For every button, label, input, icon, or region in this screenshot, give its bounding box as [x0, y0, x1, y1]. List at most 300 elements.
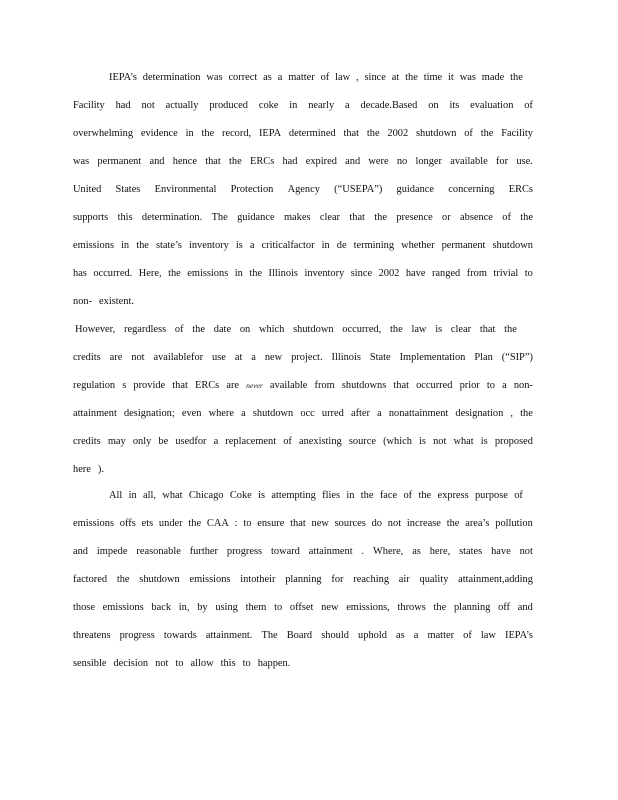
word: produced [209, 100, 248, 111]
word: matter [427, 630, 455, 641]
word: permanent [441, 240, 486, 251]
word: the [188, 518, 202, 529]
word: occurred [416, 380, 453, 391]
word: its [449, 100, 460, 111]
word: the [418, 490, 432, 501]
word: and [73, 546, 89, 557]
word: the [504, 324, 517, 335]
text-line [75, 323, 517, 337]
word: the [405, 72, 418, 83]
text-line [73, 155, 533, 169]
word: for [331, 574, 344, 585]
word: : [234, 518, 238, 529]
word: it [448, 72, 454, 83]
word: not [519, 546, 533, 557]
word: under [158, 518, 183, 529]
word: designation [455, 408, 504, 419]
word: that [393, 380, 409, 391]
word: anexisting [299, 436, 342, 447]
word: no [396, 156, 408, 167]
word: Where, [373, 546, 404, 557]
word: not [155, 658, 169, 669]
word: a [241, 408, 246, 419]
word: IEPA’s [109, 72, 137, 83]
word: face [379, 490, 398, 501]
word: Coke [229, 490, 252, 501]
word: offs [119, 518, 136, 529]
word: to [243, 518, 252, 529]
word: what [453, 436, 474, 447]
word: IEPA [258, 128, 282, 139]
word: that [343, 128, 360, 139]
word: ERCs [508, 184, 533, 195]
word: credits [73, 436, 101, 447]
text-line [73, 99, 533, 113]
word: determined [288, 128, 336, 139]
word: new [311, 518, 329, 529]
text-line [73, 657, 533, 671]
word: the [366, 128, 380, 139]
word: the [116, 574, 130, 585]
word: guidance [396, 184, 435, 195]
word: law [480, 630, 496, 641]
word: that [205, 156, 221, 167]
word: absence [460, 212, 493, 223]
word: a [213, 436, 219, 447]
word: the [374, 212, 387, 223]
word: . [361, 546, 365, 557]
word: whether [401, 240, 435, 251]
word: coke [258, 100, 279, 111]
word: only [132, 436, 152, 447]
word: to [175, 658, 184, 669]
word: use [212, 352, 226, 363]
word: prior [459, 380, 480, 391]
word: CAA [206, 518, 229, 529]
word: progress [119, 630, 155, 641]
word: law [335, 72, 351, 83]
word: attainment [73, 408, 117, 419]
word: ERCs [194, 380, 220, 391]
word: that [172, 380, 188, 391]
word: of [514, 490, 523, 501]
word: is [235, 240, 243, 251]
word: the [192, 324, 205, 335]
word: a [413, 630, 419, 641]
word: attainment,adding [458, 574, 533, 585]
word: clear [319, 212, 341, 223]
word: in [289, 100, 298, 111]
word: allow [190, 658, 214, 669]
word: has [73, 268, 87, 279]
word: actually [165, 100, 199, 111]
word: is [419, 436, 426, 447]
word: even [181, 408, 202, 419]
word: attainment. [205, 630, 253, 641]
word: was [73, 156, 90, 167]
word: ets [141, 518, 154, 529]
word: have [491, 546, 511, 557]
word: non- [73, 296, 93, 307]
word: occurred, [342, 324, 382, 335]
word: , [356, 72, 359, 83]
word: emissions [102, 602, 144, 613]
text-line [73, 183, 533, 197]
word: do [371, 518, 382, 529]
word: the [520, 408, 533, 419]
word: in [121, 240, 130, 251]
word: not [433, 436, 447, 447]
word: replacement [225, 436, 277, 447]
text-line [109, 71, 523, 85]
word: using [215, 602, 238, 613]
word: the [136, 240, 149, 251]
word: hence [172, 156, 197, 167]
word: express [437, 490, 469, 501]
word: state’s [155, 240, 182, 251]
text-line [73, 351, 533, 365]
word: (which [383, 436, 412, 447]
word: de [336, 240, 347, 251]
word: determination. [141, 212, 203, 223]
text-line [73, 463, 533, 477]
word: of [524, 100, 533, 111]
word: ERCs [249, 156, 275, 167]
word: after [350, 408, 370, 419]
word: to [242, 658, 251, 669]
word: emissions [189, 574, 231, 585]
text-line [73, 127, 533, 141]
word: occ [300, 408, 315, 419]
word: reaching [353, 574, 390, 585]
word: on [428, 100, 439, 111]
word: towards [163, 630, 197, 641]
word: nearly [308, 100, 335, 111]
word: occurred. [93, 268, 133, 279]
word: Illinois [331, 352, 361, 363]
word: the [168, 268, 181, 279]
word: is [480, 436, 488, 447]
word: inventory [188, 240, 229, 251]
word: this [117, 212, 133, 223]
word: not [387, 518, 402, 529]
word: purpose [474, 490, 508, 501]
text-line [73, 267, 533, 281]
word: is [435, 324, 443, 335]
word: what [162, 490, 183, 501]
word: termining [353, 240, 395, 251]
word: emissions [73, 240, 114, 251]
word: emissions [73, 518, 114, 529]
word: reasonable [136, 546, 181, 557]
word: The [211, 212, 228, 223]
word: happen. [257, 658, 291, 669]
word: the [480, 128, 494, 139]
word: had [282, 156, 298, 167]
word: as [263, 72, 272, 83]
word: a [377, 408, 382, 419]
word: new [321, 602, 339, 613]
word: the [389, 324, 403, 335]
word: shutdown [415, 128, 457, 139]
word: (“USEPA”) [334, 184, 383, 195]
word: provide [133, 380, 166, 391]
word: available [269, 380, 308, 391]
word: toward [271, 546, 300, 557]
word: shutdown [293, 324, 334, 335]
text-line [73, 601, 533, 615]
word: presence [396, 212, 433, 223]
word: 2002 [378, 268, 400, 279]
word: Facility [501, 128, 533, 139]
word: United [73, 184, 102, 195]
word: for [495, 156, 509, 167]
word: off [498, 602, 511, 613]
word: ). [97, 464, 104, 475]
word: nonattainment [388, 408, 449, 419]
word: clear [450, 324, 472, 335]
word: Protection [230, 184, 274, 195]
word: The [261, 630, 278, 641]
word: of [283, 436, 292, 447]
word: to [274, 602, 283, 613]
word: determination [142, 72, 201, 83]
word: where [208, 408, 234, 419]
word: from [466, 268, 487, 279]
word: States [115, 184, 141, 195]
word: progress [226, 546, 263, 557]
word: the [446, 518, 460, 529]
word: quality [419, 574, 449, 585]
word: of [320, 72, 330, 83]
word: throws [397, 602, 426, 613]
word: Environmental [154, 184, 217, 195]
word: was [459, 72, 476, 83]
text-line [73, 517, 533, 531]
word: time [423, 72, 443, 83]
word: attempting [271, 490, 316, 501]
word: shutdown [139, 574, 180, 585]
word: that [479, 324, 496, 335]
word: State [369, 352, 391, 363]
word: or [442, 212, 451, 223]
word: However, [75, 324, 116, 335]
word: a [277, 72, 283, 83]
word: evidence [140, 128, 178, 139]
word: trivial [493, 268, 519, 279]
word: supports [73, 212, 109, 223]
word: ensure [257, 518, 285, 529]
word: to [486, 380, 495, 391]
word: air [398, 574, 410, 585]
word: and [149, 156, 165, 167]
text-line [73, 407, 533, 421]
word: in [321, 240, 330, 251]
word: sources [334, 518, 366, 529]
word: and [517, 602, 533, 613]
word: which [258, 324, 285, 335]
word: at [234, 352, 243, 363]
word: of [403, 490, 413, 501]
word: threatens [73, 630, 111, 641]
word: correct [228, 72, 258, 83]
word: permanent [97, 156, 142, 167]
word: longer [415, 156, 442, 167]
word: Facility [73, 100, 105, 111]
word: All [109, 490, 123, 501]
word: proposed [494, 436, 533, 447]
word: factored [73, 574, 108, 585]
word: planning [285, 574, 322, 585]
word: in [128, 490, 137, 501]
word: further [189, 546, 218, 557]
word: by [197, 602, 208, 613]
word: increase [406, 518, 441, 529]
word: Here, [138, 268, 162, 279]
word: made [481, 72, 505, 83]
word: and [345, 156, 361, 167]
word: back [151, 602, 172, 613]
word: criticalfactor [261, 240, 315, 251]
word: as [396, 630, 405, 641]
word: shutdown [492, 240, 533, 251]
word: were [368, 156, 389, 167]
word: makes [283, 212, 311, 223]
word: are [109, 352, 123, 363]
word: ranged [431, 268, 461, 279]
word: the [510, 72, 523, 83]
word: in, [178, 602, 190, 613]
text-line [73, 295, 533, 309]
word: be [158, 436, 169, 447]
word: evaluation [470, 100, 514, 111]
word: Illinois [268, 268, 298, 279]
word: pollution [495, 518, 533, 529]
word: IEPA’s [504, 630, 533, 641]
word: intotheir [240, 574, 276, 585]
word: the [201, 128, 215, 139]
word: a [251, 352, 256, 363]
word: concerning [448, 184, 495, 195]
text-line [109, 489, 523, 503]
word: them [245, 602, 267, 613]
word: the [360, 490, 374, 501]
word: that [349, 212, 365, 223]
text-line [73, 435, 533, 449]
word: uphold [358, 630, 387, 641]
word: was [206, 72, 223, 83]
word: those [73, 602, 95, 613]
word: as [412, 546, 421, 557]
text-line [73, 379, 533, 393]
word: decade.Based [360, 100, 418, 111]
word: all, [143, 490, 157, 501]
word: project. [291, 352, 323, 363]
word: sensible [73, 658, 107, 669]
word: the [520, 212, 533, 223]
word: in [346, 490, 355, 501]
word: shutdown [252, 408, 294, 419]
word: are [226, 380, 240, 391]
word: available [450, 156, 488, 167]
word: should [321, 630, 349, 641]
text-line [73, 545, 533, 559]
word: not [131, 352, 145, 363]
word: a [249, 240, 255, 251]
word: availablefor [153, 352, 204, 363]
word: states [459, 546, 483, 557]
word: a [345, 100, 350, 111]
text-line [73, 239, 533, 253]
word: here, [429, 546, 451, 557]
word: of [174, 324, 184, 335]
word: designation; [123, 408, 175, 419]
word: 2002 [387, 128, 409, 139]
word: not [141, 100, 155, 111]
word: from [314, 380, 335, 391]
word: source [348, 436, 376, 447]
word: s [122, 380, 127, 391]
word: emissions, [346, 602, 390, 613]
word: may [107, 436, 126, 447]
word: existent. [99, 296, 134, 307]
word: guidance [237, 212, 275, 223]
word: use. [516, 156, 533, 167]
word: flies [322, 490, 341, 501]
word: on [239, 324, 251, 335]
word: law [411, 324, 427, 335]
word: new [264, 352, 283, 363]
word: urred [321, 408, 344, 419]
text-line [73, 629, 533, 643]
word: in [234, 268, 243, 279]
word: date [213, 324, 232, 335]
word: regardless [124, 324, 167, 335]
word: have [405, 268, 426, 279]
word: at [391, 72, 400, 83]
word: credits [73, 352, 101, 363]
word: matter [288, 72, 315, 83]
word: of [502, 212, 511, 223]
word: expired [305, 156, 337, 167]
word: Chicago [188, 490, 224, 501]
word: is [258, 490, 266, 501]
text-line [73, 573, 533, 587]
word: the [433, 602, 447, 613]
word: usedfor [175, 436, 207, 447]
word: the [229, 156, 242, 167]
word: Implementation [399, 352, 466, 363]
word: never [246, 381, 263, 390]
word: planning [453, 602, 491, 613]
word: offset [289, 602, 314, 613]
word: a [502, 380, 507, 391]
word: the [249, 268, 263, 279]
word: Plan [474, 352, 493, 363]
word: Agency [287, 184, 320, 195]
word: overwhelming [73, 128, 134, 139]
word: since [350, 268, 373, 279]
word: here [73, 464, 91, 475]
word: area’s [465, 518, 490, 529]
word: had [115, 100, 131, 111]
word: attainment [308, 546, 353, 557]
word: , [510, 408, 514, 419]
word: record, [222, 128, 252, 139]
word: of [464, 128, 473, 139]
word: non- [513, 380, 533, 391]
word: that [290, 518, 306, 529]
